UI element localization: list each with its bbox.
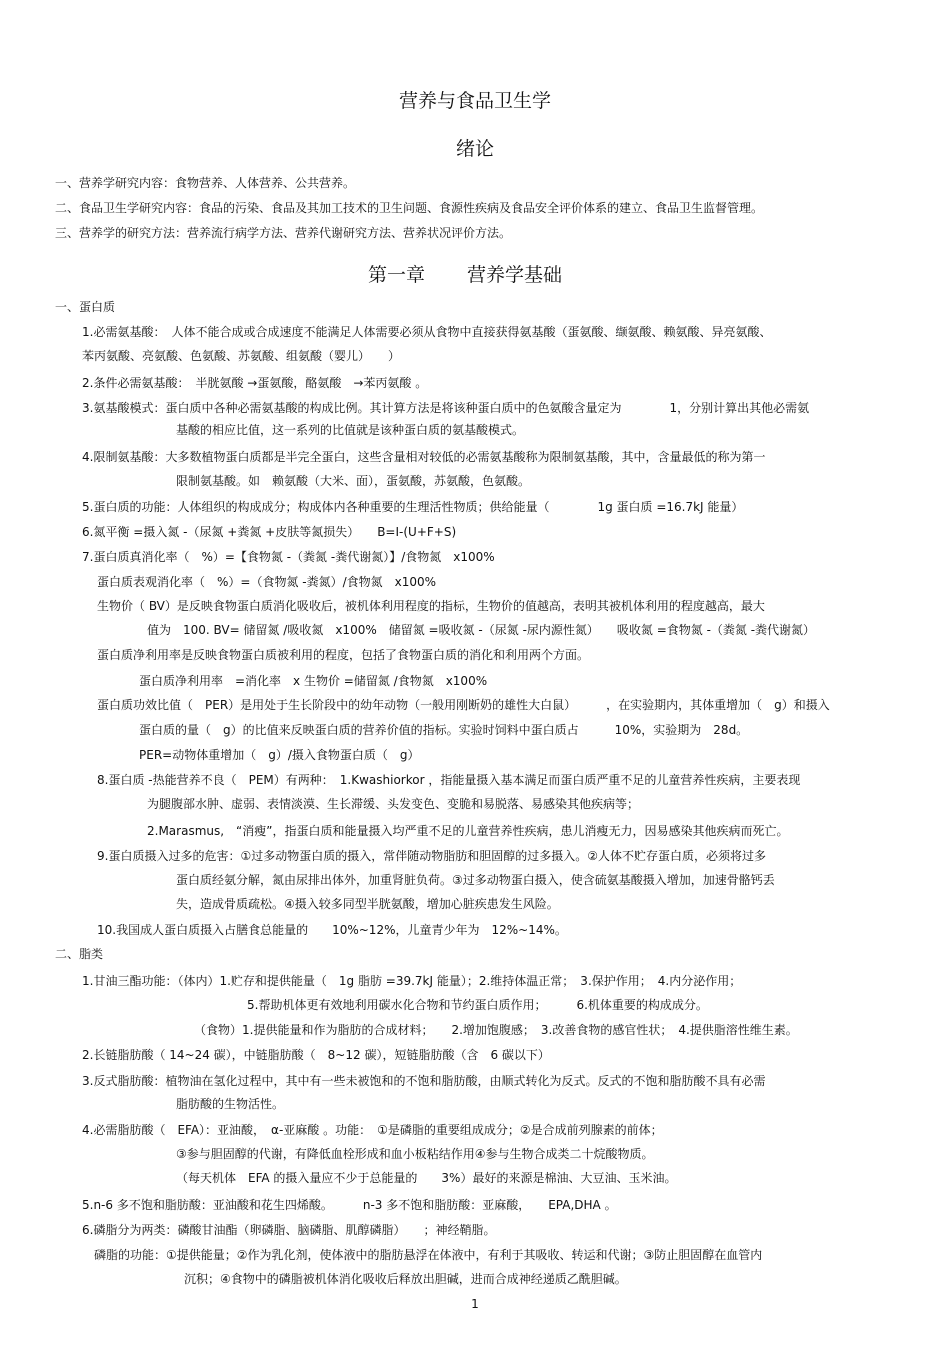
text-line: 6.氮平衡 =摄入氮 -（尿氮 +粪氮 +皮肤等氮损失） B=I-(U+F+S) [82,525,457,539]
text-line: 苯丙氨酸、亮氨酸、色氨酸、苏氨酸、组氨酸（婴儿） ） [82,349,401,363]
chapter-title: 第一章 营养学基础 [368,264,563,286]
text-line: 7.蛋白质真消化率（ %）=【食物氮 -（粪氮 -粪代谢氮）】/食物氮 x100% [82,550,495,564]
text-line: 蛋白质表观消化率（ %）=（食物氮 -粪氮）/食物氮 x100% [97,575,437,589]
section-heading: 一、蛋白质 [55,300,116,314]
text-line: 5.n-6 多不饱和脂肪酸：亚油酸和花生四烯酸。 n-3 多不饱和脂肪酸：亚麻酸， EPA,DHA 。 [82,1198,617,1212]
text-line: 蛋白质经氨分解，氮由尿排出体外，加重肾脏负荷。③过多动物蛋白摄入，使含硫氨基酸摄入增加，加速骨骼钙丢 [176,873,775,887]
text-line: 蛋白质的量（ g）的比值来反映蛋白质的营养价值的指标。实验时饲料中蛋白质占 10%，实验期为 28d。 [139,723,749,737]
intro-item: 二、食品卫生学研究内容：食品的污染、食品及其加工技术的卫生问题、食源性疾病及食品安全评价体系的建立、食品卫生监督管理。 [55,201,764,215]
text-line: 2.Marasmus, “消瘦”，指蛋白质和能量摄入均严重不足的儿童营养性疾病，患儿消瘦无力，因易感染其他疾病而死亡。 [147,824,789,838]
text-line: 蛋白质功效比值（ PER）是用处于生长阶段中的幼年动物（一般用刚断奶的雄性大白鼠） ，在实验期内，其体重增加（ g）和摄入 [97,698,830,712]
document-title: 营养与食品卫生学 [398,90,551,112]
text-line: ③参与胆固醇的代谢，有降低血栓形成和血小板粘结作用④参与生物合成类二十烷酸物质。 [176,1147,654,1161]
text-line: 为腿腹部水肿、虚弱、表情淡漠、生长滞缓、头发变色、变脆和易脱落、易感染其他疾病等； [147,797,640,811]
text-line: 脂肪酸的生物活性。 [176,1097,285,1111]
text-line: 2.条件必需氨基酸： 半胱氨酸 →蛋氨酸，酪氨酸 →苯丙氨酸 。 [82,376,428,390]
text-line: 沉积；④食物中的磷脂被机体消化吸收后释放出胆碱，进而合成神经递质乙酰胆碱。 [184,1272,627,1286]
text-line: 8.蛋白质 -热能营养不良（ PEM）有两种： 1.Kwashiorkor ，指能量摄入基本满足而蛋白质严重不足的儿童营养性疾病，主要表现 [97,773,801,787]
text-line: 4.必需脂肪酸（ EFA）：亚油酸， α-亚麻酸 。功能： ①是磷脂的重要组成成分；②是合成前列腺素的前体； [82,1123,663,1137]
text-line: （食物）1.提供能量和作为脂肪的合成材料； 2.增加饱腹感； 3.改善食物的感官性状； 4.提供脂溶性维生素。 [194,1023,798,1037]
section-heading: 二、脂类 [55,947,104,961]
text-line: 2.长链脂肪酸（ 14~24 碳），中链脂肪酸（ 8~12 碳），短链脂肪酸（含 6 碳以下） [82,1048,550,1062]
text-line: 磷脂的功能：①提供能量；②作为乳化剂，使体液中的脂肪悬浮在体液中，有利于其吸收、转运和代谢；③防止胆固醇在血管内 [94,1248,763,1262]
text-line: 1.甘油三酯功能：（体内）1.贮存和提供能量（ 1g 脂肪 =39.7kJ 能量）；2.维持体温正常； 3.保护作用； 4.内分泌作用； [82,974,742,988]
text-line: 5.帮助机体更有效地利用碳水化合物和节约蛋白质作用； 6.机体重要的构成成分。 [247,998,708,1012]
text-line: 基酸的相应比值，这一系列的比值就是该种蛋白质的氨基酸模式。 [176,423,525,437]
text-line: 蛋白质净利用率是反映食物蛋白质被利用的程度，包括了食物蛋白质的消化和利用两个方面。 [97,648,590,662]
text-line: 5.蛋白质的功能：人体组织的构成成分；构成体内各种重要的生理活性物质；供给能量（ 1g 蛋白质 =16.7kJ 能量） [82,500,744,514]
text-line: 3.反式脂肪酸：植物油在氢化过程中，其中有一些未被饱和的不饱和脂肪酸，由顺式转化为反式。反式的不饱和脂肪酸不具有必需 [82,1074,766,1088]
text-line: 值为 100. BV= 储留氮 /吸收氮 x100% 储留氮 =吸收氮 -（尿氮 -尿内源性氮） 吸收氮 =食物氮 -（粪氮 -粪代谢氮） [147,623,816,637]
page-number: 1 [471,1297,479,1311]
text-line: 限制氨基酸。如 赖氨酸（大米、面），蛋氨酸，苏氨酸，色氨酸。 [176,474,531,488]
text-line: PER=动物体重增加（ g）/摄入食物蛋白质（ g） [139,748,420,762]
text-line: 6.磷脂分为两类：磷酸甘油酯（卵磷脂、脑磷脂、肌醇磷脂） ；神经鞘脂。 [82,1223,496,1237]
text-line: 4.限制氨基酸：大多数植物蛋白质都是半完全蛋白，这些含量相对较低的必需氨基酸称为限制氨基酸，其中，含量最低的称为第一 [82,450,766,464]
text-line: 9.蛋白质摄入过多的危害：①过多动物蛋白质的摄入，常伴随动物脂肪和胆固醇的过多摄入。②人体不贮存蛋白质，必须将过多 [97,849,766,863]
text-line: 1.必需氨基酸： 人体不能合成或合成速度不能满足人体需要必须从食物中直接获得氨基酸（蛋氨酸、缬氨酸、赖氨酸、异亮氨酸、 [82,325,772,339]
intro-item: 三、营养学的研究方法：营养流行病学方法、营养代谢研究方法、营养状况评价方法。 [55,226,512,240]
text-line: 10.我国成人蛋白质摄入占膳食总能量的 10%~12%，儿童青少年为 12%~14%。 [97,923,567,937]
intro-heading: 绪论 [455,138,494,160]
text-line: 3.氨基酸模式：蛋白质中各种必需氨基酸的构成比例。其计算方法是将该种蛋白质中的色氨酸含量定为 1，分别计算出其他必需氨 [82,401,810,415]
text-line: 失，造成骨质疏松。④摄入较多同型半胱氨酸，增加心脏疾患发生风险。 [176,897,559,911]
text-line: 生物价（ BV）是反映食物蛋白质消化吸收后，被机体利用程度的指标，生物价的值越高，表明其被机体利用的程度越高，最大 [97,599,765,613]
text-line: 蛋白质净利用率 =消化率 x 生物价 =储留氮 /食物氮 x100% [139,674,488,688]
intro-item: 一、营养学研究内容：食物营养、人体营养、公共营养。 [55,176,356,190]
text-line: （每天机体 EFA 的摄入量应不少于总能量的 3%）最好的来源是棉油、大豆油、玉米油。 [176,1171,677,1185]
